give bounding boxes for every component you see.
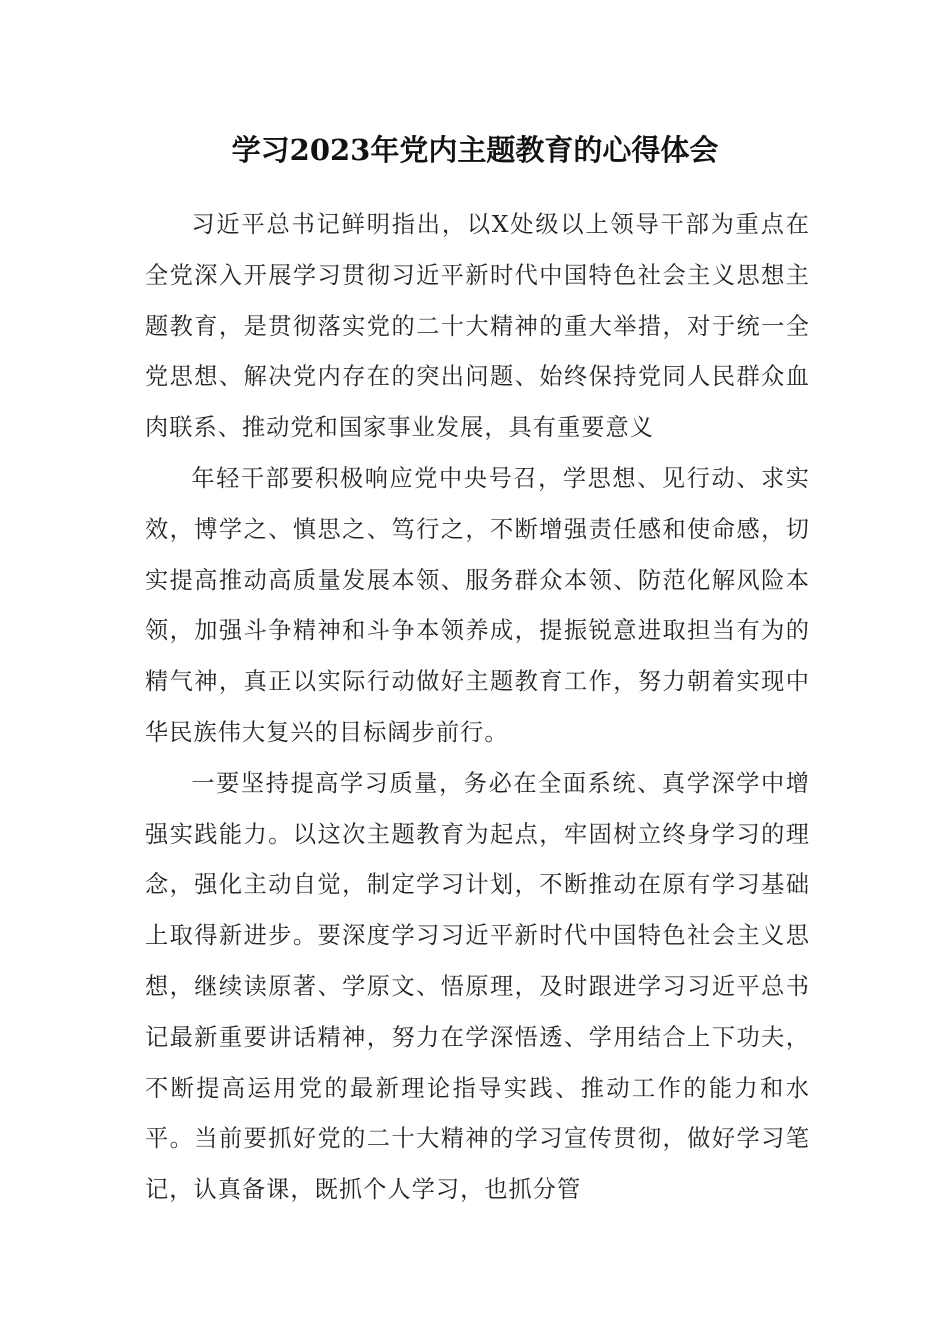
paragraph-1: 习近平总书记鲜明指出，以X处级以上领导干部为重点在全党深入开展学习贯彻习近平新时代中国特色社会主义思想主题教育，是贯彻落实党的二十大精神的重大举措，对于统一全党思想、解决党内存在的突出问题、始终保持党同人民群众血肉联系、推动党和国家事业发展，具有重要意义 [145, 211, 810, 442]
document-title: 学习2023年党内主题教育的心得体会 [231, 133, 719, 167]
paragraph-2: 年轻干部要积极响应党中央号召，学思想、见行动、求实效，博学之、慎思之、笃行之，不断增强责任感和使命感，切实提高推动高质量发展本领、服务群众本领、防范化解风险本领，加强斗争精神和斗争本领养成，提振锐意进取担当有为的精气神，真正以实际行动做好主题教育工作，努力朝着实现中华民族伟大复兴的目标阔步前行。 [145, 464, 810, 746]
paragraph-3: 一要坚持提高学习质量，务必在全面系统、真学深学中增强实践能力。以这次主题教育为起点，牢固树立终身学习的理念，强化主动自觉，制定学习计划，不断推动在原有学习基础上取得新进步。要深度学习习近平新时代中国特色社会主义思想，继续读原著、学原文、悟原理，及时跟进学习习近平总书记最新重要讲话精神，努力在学深悟透、学用结合上下功夫，不断提高运用党的最新理论指导实践、推动工作的能力和水平。当前要抓好党的二十大精神的学习宣传贯彻，做好学习笔记，认真备课，既抓个人学习，也抓分管 [145, 769, 810, 1204]
document-body [145, 200, 810, 1216]
